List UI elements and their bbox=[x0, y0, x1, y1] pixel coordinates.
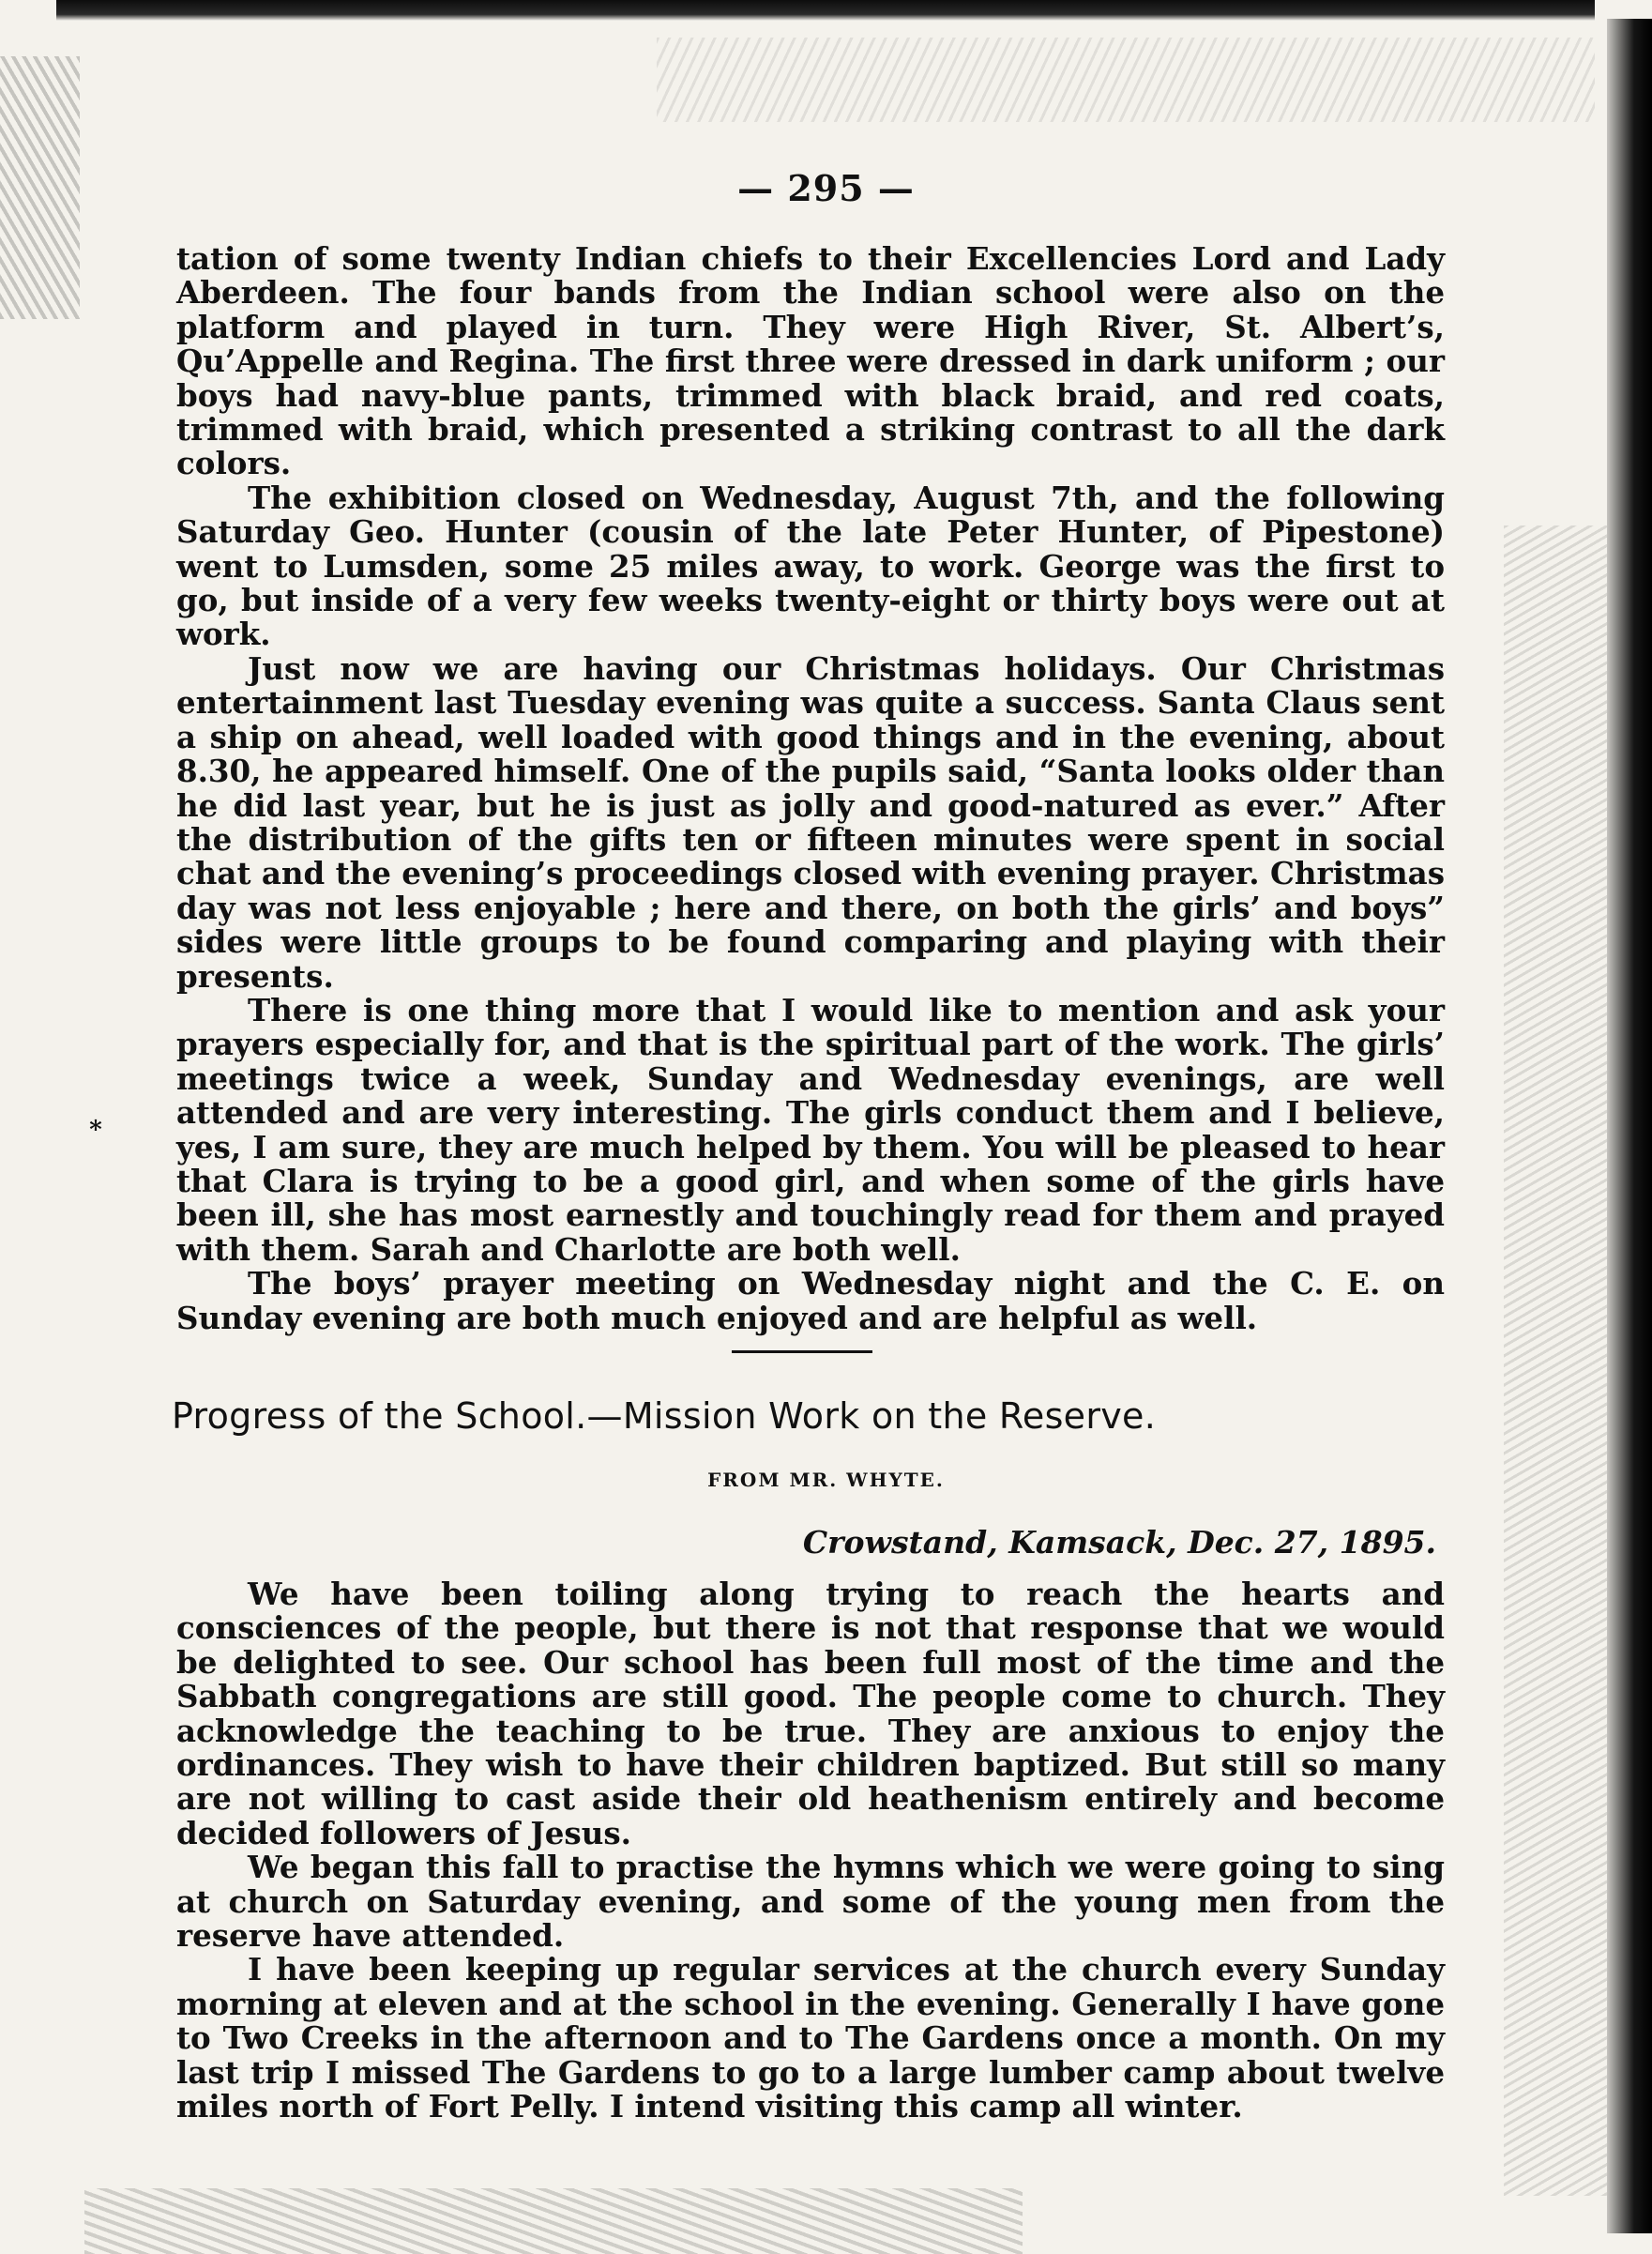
scan-noise-right bbox=[1504, 525, 1607, 2196]
section-article-body bbox=[176, 1577, 1445, 2125]
paragraph: tation of some twenty Indian chiefs to their Excellencies Lord and Lady Aberdeen. The four bands from the Indian school were also on the platform and played in turn. They were High River, St. Albert’s, Qu’Appelle and Regina. The first three were dressed in dark uniform ; our boys had navy-blue pants, trimmed with black braid, and red coats, trimmed with braid, which presented a striking contrast to all the dark colors. bbox=[176, 240, 1445, 482]
paragraph: We have been toiling along trying to reach the hearts and consciences of the people, but there is not that response that we would be delighted to see. Our school has been full most of the time and the Sabbath congregations are still good. The people come to church. They acknowledge the teaching to be true. They are anxious to enjoy the ordinances. They wish to have their children baptized. But still so many are not willing to cast aside their old heathenism entirely and become decided followers of Jesus. bbox=[176, 1576, 1445, 1851]
scan-edge-top bbox=[56, 0, 1595, 21]
paragraph: There is one thing more that I would like to mention and ask your prayers especially for, and that is the spiritual part of the work. The girls’ meetings twice a week, Sunday and Wednesday evenings, are well attended and are very interesting. The girls conduct them and I believe, yes, I am sure, they are much helped by them. You will be pleased to hear that Clara is trying to be a good girl, and when some of the girls have been ill, she has most earnestly and touchingly read for them and prayed with them. Sarah and Charlotte are both well. bbox=[176, 991, 1445, 1268]
paragraph: Just now we are having our Christmas holidays. Our Christmas entertainment last Tuesday evening was quite a success. Santa Claus sent a ship on ahead, well loaded with good things and in the evening, about 8.30, he appeared himself. One of the pupils said, “Santa looks older than he did last year, but he is just as jolly and good-natured as ever.” After the distribution of the gifts ten or fifteen minutes were spent in social chat and the evening’s proceedings closed with evening prayer. Christmas day was not less enjoyable ; here and there, on both the girls’ and boys” sides were little groups to be found comparing and playing with their presents. bbox=[176, 649, 1445, 995]
dateline: Crowstand, Kamsack, Dec. 27, 1895. bbox=[802, 1524, 1436, 1561]
paragraph: We began this fall to practise the hymns which we were going to sing at church on Saturday evening, and some of the young men from the reserve have attended. bbox=[176, 1849, 1445, 1955]
section-divider bbox=[732, 1350, 872, 1353]
scan-noise-bottom bbox=[84, 2188, 1023, 2254]
paragraph: I have been keeping up regular services at the church every Sunday morning at eleven and at the school in the evening. Generally I have gone to Two Creeks in the afternoon and to The Gardens once a month. On my last trip I missed The Gardens to go to a large lumber camp about twelve miles north of Fort Pelly. I intend visiting this camp all winter. bbox=[176, 1951, 1445, 2125]
margin-mark: ∗ bbox=[87, 1111, 104, 1139]
section-letter-continued bbox=[176, 242, 1445, 1335]
article-heading: Progress of the School.—Mission Work on the Reserve. bbox=[172, 1395, 1157, 1437]
paragraph: The boys’ prayer meeting on Wednesday night and the C. E. on Sunday evening are both much enjoyed and are helpful as well. bbox=[176, 1265, 1445, 1336]
scan-noise-top bbox=[657, 38, 1595, 122]
byline: FROM MR. WHYTE. bbox=[707, 1469, 945, 1491]
page-number: — 295 — bbox=[737, 167, 915, 209]
scan-edge-right bbox=[1607, 19, 1652, 2233]
paragraph: The exhibition closed on Wednesday, August 7th, and the following Saturday Geo. Hunter (cousin of the late Peter Hunter, of Pipestone) went to Lumsden, some 25 miles away, to work. George was the first to go, but inside of a very few weeks twenty-eight or thirty boys were out at work. bbox=[176, 479, 1445, 653]
